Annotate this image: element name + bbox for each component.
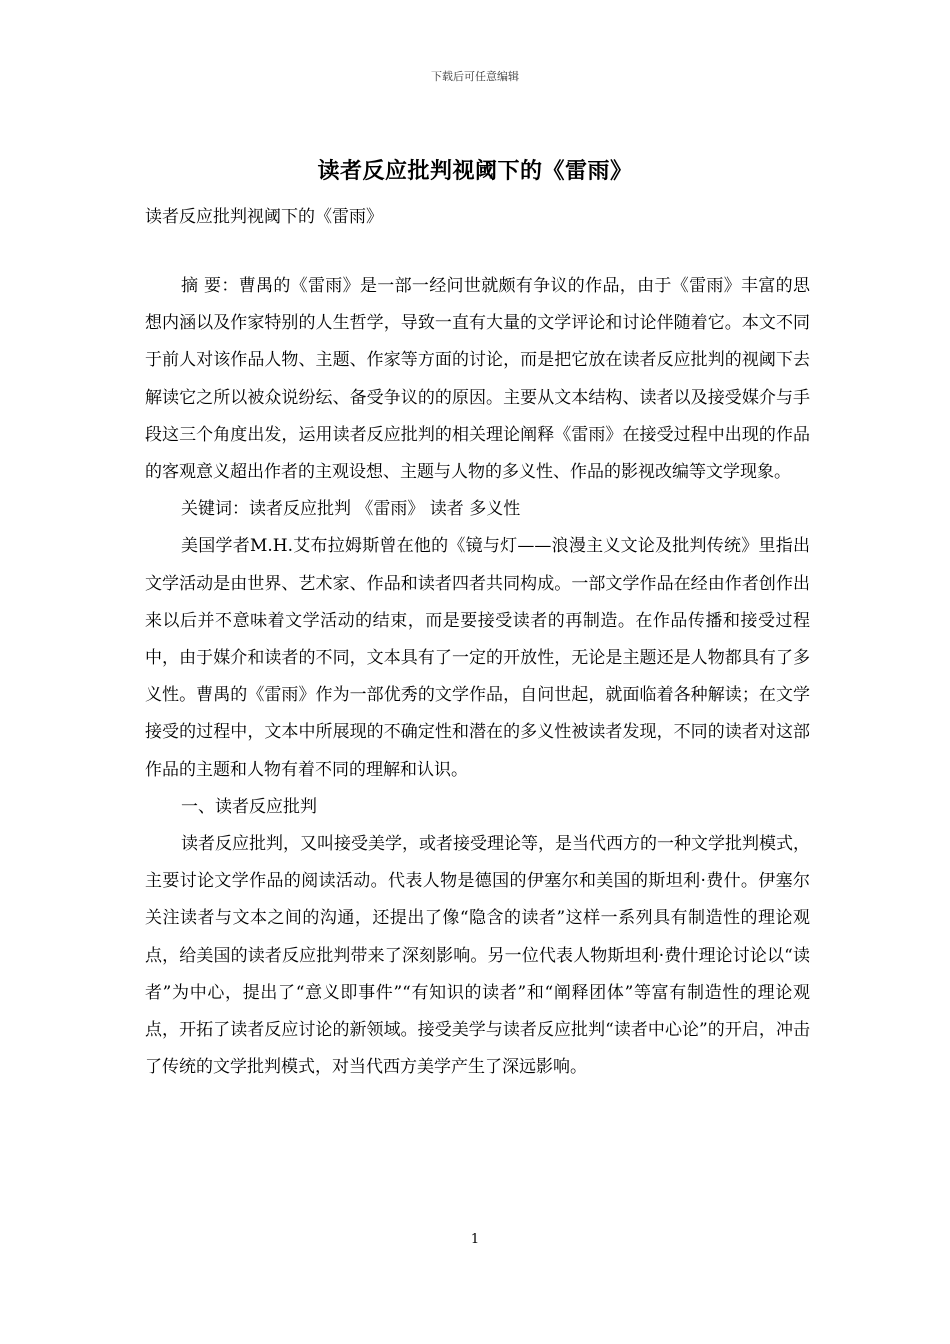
body-paragraph: 美国学者M.H.艾布拉姆斯曾在他的《镜与灯——浪漫主义文论及批判传统》里指出文学活动是由世界、艺术家、作品和读者四者共同构成。一部文学作品在经由作者创作出来以后并不意味着文学活动的结束，而是要接受读者的再制造。在作品传播和接受过程中，由于媒介和读者的不同，文本具有了一定的开放性，无论是主题还是人物都具有了多义性。曹禺的《雷雨》作为一部优秀的文学作品，自问世起，就面临着各种解读；在文学接受的过程中，文本中所展现的不确定性和潜在的多义性被读者发现，不同的读者对这部作品的主题和人物有着不同的理解和认识。 bbox=[145, 536, 810, 780]
section-heading: 一、读者反应批判 bbox=[181, 796, 317, 817]
body-paragraph: 读者反应批判，又叫接受美学，或者接受理论等，是当代西方的一种文学批判模式，主要讨论文学作品的阅读活动。代表人物是德国的伊塞尔和美国的斯坦利·费什。伊塞尔关注读者与文本之间的沟通，还提出了像“隐含的读者”这样一系列具有制造性的理论观点，给美国的读者反应批判带来了深刻影响。另一位代表人物斯坦利·费什理论讨论以“读者”为中心，提出了“意义即事件”“有知识的读者”和“阐释团体”等富有制造性的理论观点，开拓了读者反应讨论的新领域。接受美学与读者反应批判“读者中心论”的开启，冲击了传统的文学批判模式，对当代西方美学产生了深远影响。 bbox=[145, 834, 810, 1078]
page-number: 1 bbox=[470, 1232, 480, 1247]
document-body bbox=[145, 268, 810, 1086]
page-header: 下载后可任意编辑 bbox=[431, 70, 519, 83]
document-title: 读者反应批判视阈下的《雷雨》 bbox=[317, 159, 633, 184]
keywords-line: 关键词：读者反应批判 《雷雨》 读者 多义性 bbox=[181, 499, 521, 520]
abstract-paragraph: 摘 要：曹禺的《雷雨》是一部一经问世就颇有争议的作品，由于《雷雨》丰富的思想内涵以及作家特别的人生哲学，导致一直有大量的文学评论和讨论伴随着它。本文不同于前人对该作品人物、主题、作家等方面的讨论，而是把它放在读者反应批判的视阈下去解读它之所以被众说纷纭、备受争议的的原因。主要从文本结构、读者以及接受媒介与手段这三个角度出发，运用读者反应批判的相关理论阐释《雷雨》在接受过程中出现的作品的客观意义超出作者的主观设想、主题与人物的多义性、作品的影视改编等文学现象。 bbox=[145, 276, 810, 483]
document-subtitle: 读者反应批判视阈下的《雷雨》 bbox=[145, 207, 383, 227]
